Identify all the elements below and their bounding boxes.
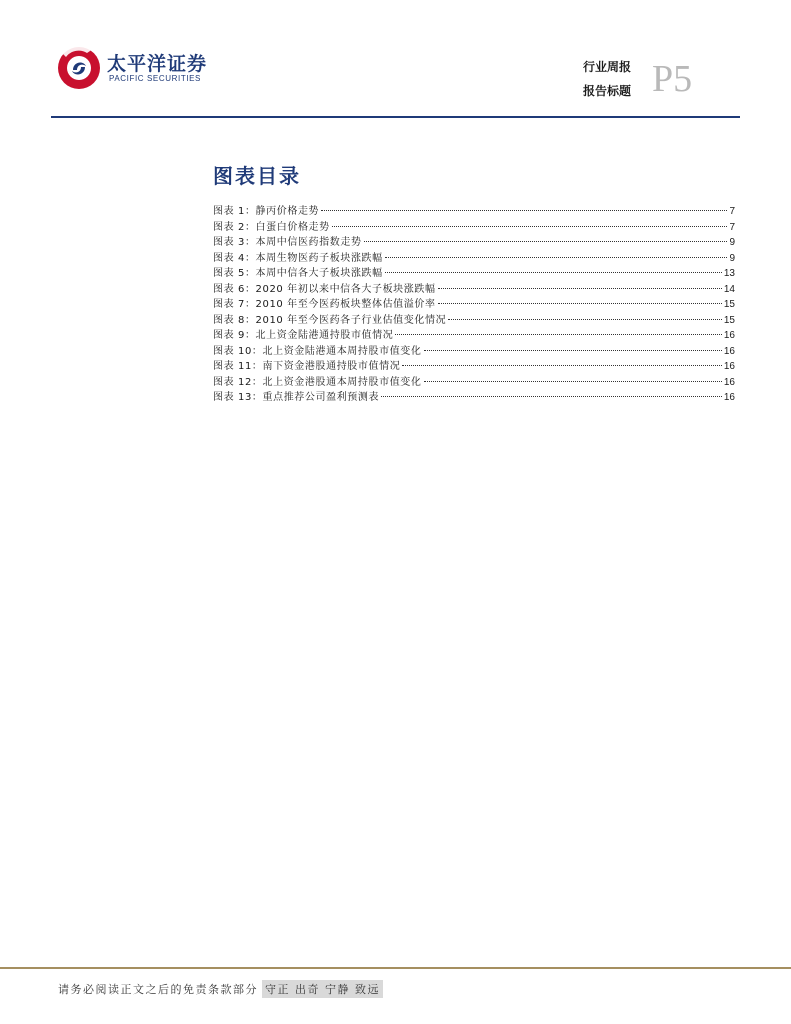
toc-entry-page: 7 xyxy=(729,206,735,217)
toc-entry-page: 13 xyxy=(723,268,735,279)
toc-leader xyxy=(385,257,728,258)
toc-leader xyxy=(385,272,722,273)
toc-entry-label: 图表 8：2010 年至今医药各子行业估值变化情况 xyxy=(213,314,447,326)
footer-divider xyxy=(0,967,791,969)
toc-leader xyxy=(424,381,722,382)
toc-entry-label: 图表 4：本周生物医药子板块涨跌幅 xyxy=(213,252,383,264)
toc-entry-label: 图表 10：北上资金陆港通本周持股市值变化 xyxy=(213,345,422,357)
toc-entry[interactable] xyxy=(213,313,735,329)
toc-entry[interactable] xyxy=(213,359,735,375)
toc-entry-label: 图表 11：南下资金港股通持股市值情况 xyxy=(213,361,401,372)
toc-leader xyxy=(381,396,722,397)
toc-entry-page: 7 xyxy=(729,221,735,233)
toc-entry-label: 图表 5：本周中信各大子板块涨跌幅 xyxy=(213,268,383,279)
toc-entry-label: 图表 13：重点推荐公司盈利预测表 xyxy=(213,392,380,403)
toc-entry-page: 9 xyxy=(729,252,735,264)
toc-leader xyxy=(402,365,722,366)
toc-entry-page: 15 xyxy=(723,299,735,310)
toc-entry-label: 图表 9：北上资金陆港通持股市值情况 xyxy=(213,330,394,341)
toc-entry-page: 16 xyxy=(723,330,735,341)
toc-entry-page: 9 xyxy=(729,237,735,248)
pacific-securities-logo-icon xyxy=(53,40,105,92)
toc-entry-label: 图表 7：2010 年至今医药板块整体估值溢价率 xyxy=(213,299,436,310)
logo-text-en: PACIFIC SECURITIES xyxy=(109,74,201,83)
toc-entry-page: 15 xyxy=(723,314,735,326)
toc-entry-page: 16 xyxy=(723,392,735,403)
toc-entry-label: 图表 2：白蛋白价格走势 xyxy=(213,221,330,233)
toc-entry-page: 14 xyxy=(723,283,735,295)
toc-entry[interactable] xyxy=(213,251,735,267)
toc-leader xyxy=(364,241,728,242)
toc-leader xyxy=(424,350,722,351)
toc-entry-page: 16 xyxy=(723,361,735,372)
toc-entry[interactable] xyxy=(213,220,735,236)
report-title: 报告标题 xyxy=(583,84,632,98)
toc-entry[interactable] xyxy=(213,328,735,344)
toc-entry[interactable] xyxy=(213,282,735,298)
toc-leader xyxy=(448,319,722,320)
toc-entry-page: 16 xyxy=(723,376,735,388)
toc-leader xyxy=(332,226,728,227)
footer-motto: 守正 出奇 宁静 致远 xyxy=(262,980,383,998)
toc-entry-label: 图表 3：本周中信医药指数走势 xyxy=(213,237,362,248)
toc-entry[interactable] xyxy=(213,204,735,220)
toc-entry[interactable] xyxy=(213,297,735,313)
toc-heading: 图表目录 xyxy=(213,164,301,188)
report-type: 行业周报 xyxy=(583,60,632,74)
toc-leader xyxy=(438,303,722,304)
toc-entry[interactable] xyxy=(213,235,735,251)
footer-disclaimer: 请务必阅读正文之后的免责条款部分 xyxy=(58,983,258,996)
page-number: P5 xyxy=(652,58,693,100)
toc-entry[interactable] xyxy=(213,390,735,406)
company-logo xyxy=(53,40,213,92)
toc-entry-page: 16 xyxy=(723,345,735,357)
header-divider xyxy=(51,116,740,118)
footer xyxy=(58,980,383,998)
toc-entry-label: 图表 6：2020 年初以来中信各大子板块涨跌幅 xyxy=(213,283,436,295)
toc-leader xyxy=(395,334,722,335)
toc-entry-label: 图表 1：静丙价格走势 xyxy=(213,206,320,217)
toc-entry[interactable] xyxy=(213,344,735,360)
table-of-figures xyxy=(213,204,735,406)
toc-leader xyxy=(321,210,727,211)
logo-text-cn: 太平洋证券 xyxy=(107,53,208,75)
toc-entry[interactable] xyxy=(213,266,735,282)
toc-entry[interactable] xyxy=(213,375,735,391)
toc-leader xyxy=(438,288,722,289)
toc-entry-label: 图表 12：北上资金港股通本周持股市值变化 xyxy=(213,376,422,388)
